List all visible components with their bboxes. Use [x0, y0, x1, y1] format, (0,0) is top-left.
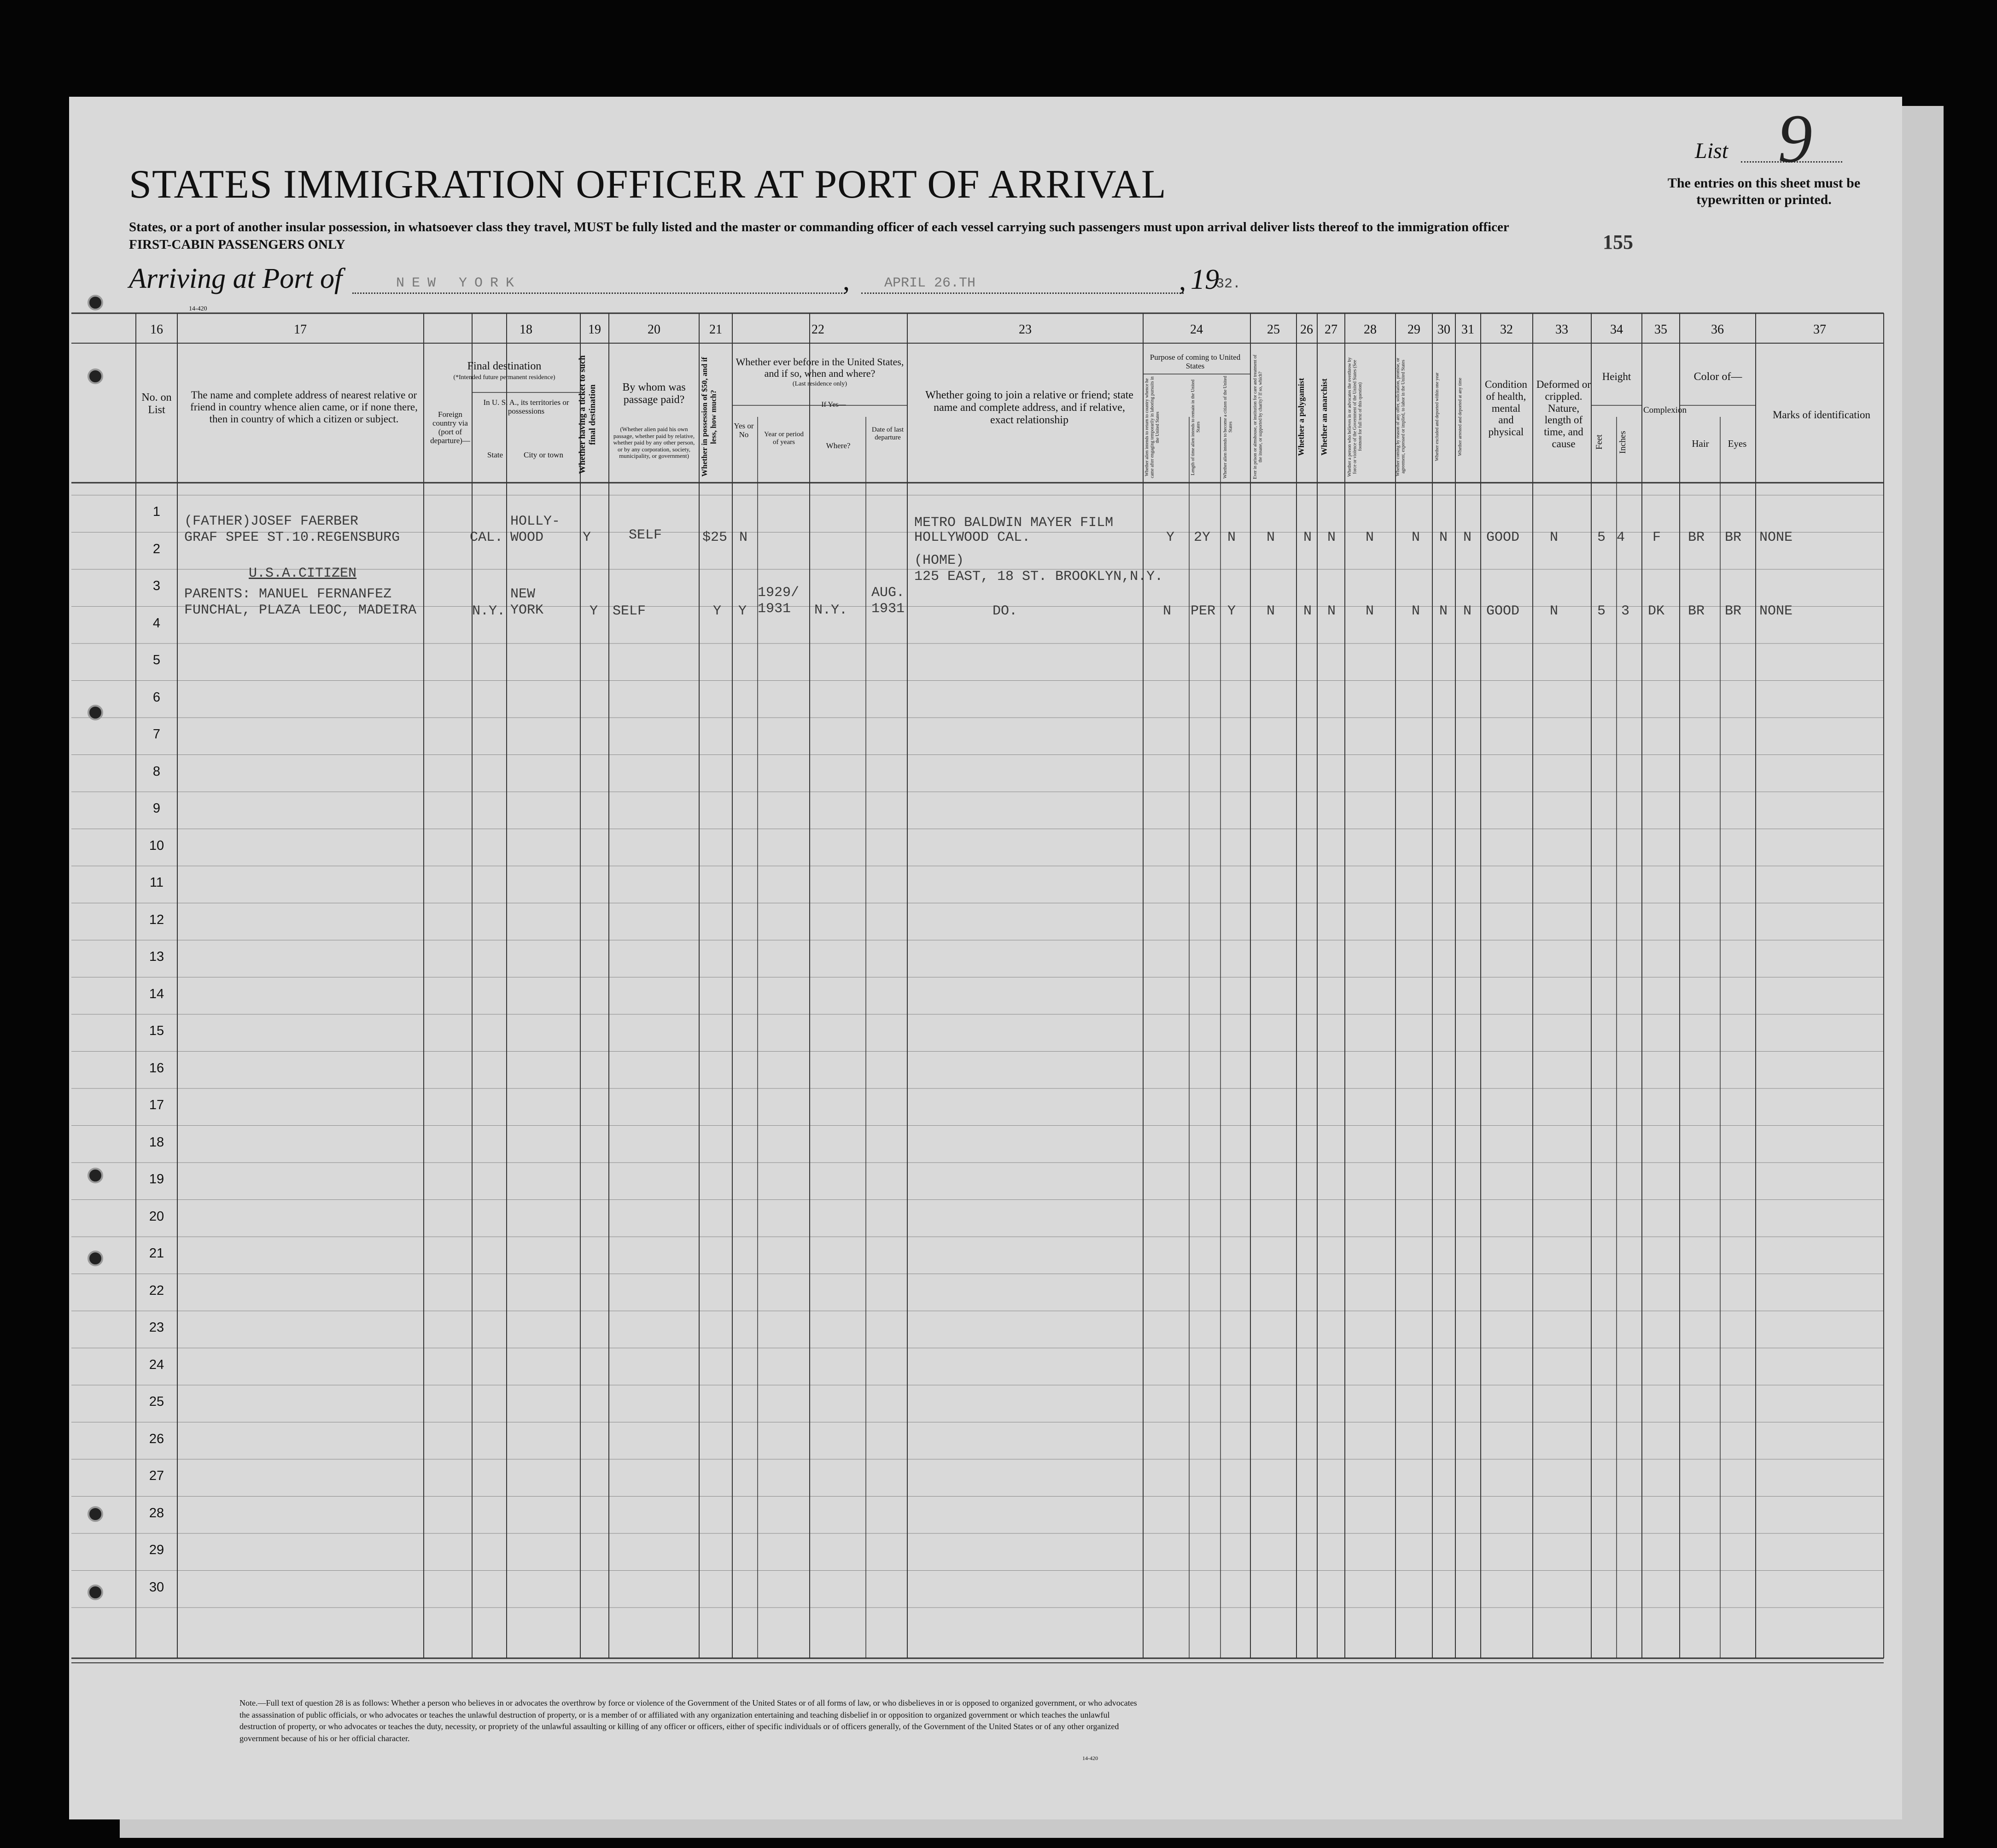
- r3-departure-line2: 1931: [871, 601, 905, 617]
- class-line: FIRST-CABIN PASSENGERS ONLY: [129, 237, 345, 252]
- column-number: 37: [1813, 322, 1826, 337]
- port-line: [352, 292, 845, 294]
- column-number: 19: [588, 322, 601, 337]
- date-line: [861, 292, 1184, 294]
- comma: ,: [1179, 265, 1186, 296]
- r3-q31: N: [1463, 603, 1472, 619]
- col37-header: Marks of identification: [1772, 409, 1871, 421]
- col16-header: No. on List: [141, 392, 172, 416]
- column-number: 18: [520, 322, 532, 337]
- column-number: 25: [1267, 322, 1280, 337]
- r1-hair: BR: [1688, 530, 1705, 545]
- r1-purpose-length: 2Y: [1194, 530, 1211, 545]
- col34-feet: Feet: [1594, 434, 1604, 450]
- col36-hair: Hair: [1692, 438, 1709, 449]
- r1-city-line2: WOOD: [510, 530, 544, 545]
- row-number: 24: [149, 1357, 164, 1372]
- r3-feet: 5: [1597, 603, 1606, 619]
- r3-q30: N: [1439, 603, 1448, 619]
- col35-header: Complexion: [1643, 405, 1687, 415]
- row-number: 13: [149, 949, 164, 964]
- r1-paid-by: SELF: [629, 527, 662, 543]
- r1-marks: NONE: [1759, 530, 1793, 545]
- row-number: 14: [149, 986, 164, 1001]
- col36-eyes: Eyes: [1728, 438, 1747, 449]
- r3-ticket: Y: [590, 603, 598, 619]
- column-number: 23: [1019, 322, 1032, 337]
- column-number: 33: [1555, 322, 1568, 337]
- r3-complexion: DK: [1648, 603, 1665, 619]
- col27-header: Whether an anarchist: [1320, 378, 1329, 456]
- r3-money: Y: [713, 603, 722, 619]
- r2-joining: (HOME): [914, 553, 964, 568]
- r3-prison: N: [1267, 603, 1275, 619]
- row-number: 8: [152, 764, 161, 779]
- column-number: 29: [1407, 322, 1420, 337]
- r1-ticket: Y: [583, 530, 591, 545]
- col22-date: Date of last departure: [871, 426, 904, 441]
- r1-feet: 5: [1597, 530, 1606, 545]
- row-number: 5: [152, 653, 161, 667]
- column-number: 36: [1711, 322, 1724, 337]
- r3-years-line1: 1929/: [758, 585, 800, 601]
- column-number: 31: [1461, 322, 1474, 337]
- stamp-number: 155: [1603, 231, 1633, 253]
- r1-relative-line1: (FATHER)JOSEF FAERBER: [184, 514, 359, 529]
- r1-joining-line2: HOLLYWOOD CAL.: [914, 530, 1031, 545]
- row-number: 27: [149, 1468, 164, 1483]
- col29-header: Whether coming by reason of any offer, solicitation, promise, or agreement, expressed or implied, to labor in the United States: [1396, 357, 1406, 476]
- r3-years-line2: 1931: [758, 601, 791, 617]
- r3-state: N.Y.: [472, 603, 506, 619]
- r3-q29: N: [1412, 603, 1420, 619]
- column-number: 16: [150, 322, 163, 337]
- r1-joining-line1: METRO BALDWIN MAYER FILM: [914, 515, 1114, 531]
- entries-note: The entries on this sheet must be typewritten or printed.: [1667, 175, 1861, 207]
- r1-before-us: N: [739, 530, 748, 545]
- col18-subheader: (*Intended future permanent residence): [453, 374, 555, 381]
- port-name: NEW YORK: [396, 275, 522, 291]
- list-label: List: [1695, 139, 1728, 163]
- r3-inches: 3: [1621, 603, 1630, 619]
- r1-purpose-citizen: N: [1227, 530, 1236, 545]
- col18-header: Final destination: [467, 360, 542, 372]
- row-number: 19: [149, 1172, 164, 1187]
- col25-header: Ever in prison or almshouse, or institution for care and treatment of the insane, or supported by charity? If so, which?: [1253, 355, 1263, 479]
- r1-state: CAL.: [470, 530, 503, 545]
- r1-health: GOOD: [1486, 530, 1520, 545]
- r3-departure-line1: AUG.: [871, 585, 905, 601]
- row-number: 18: [149, 1135, 164, 1150]
- col24c-header: Whether alien intends to become a citizen of the United States: [1223, 376, 1233, 479]
- col32-header: Condition of health, mental and physical: [1484, 379, 1527, 438]
- footnote: Note.—Full text of question 28 is as follows: Whether a person who believes in or advocates the overthrow by force or violence of the Government of the United States or of all forms of law, or who disbelieves in or is opposed to organized government, or who advocates the assassination of public officials, or who advocates or teaches the unlawful destruction of property, or is a member of or affiliated with any organization entertaining and teaching disbelief in or opposition to organized government or which teaches the unlawful destruction of property, or who advocates or teaches the duty, necessity, or propriety of the unlawful assaulting or killing of any officer or officers, either of specific individuals or of officers generally, of the Government of the United States or of any other organized government because of his or her official character.: [239, 1698, 1137, 1743]
- row-number: 23: [149, 1320, 164, 1335]
- instructions: States, or a port of another insular possession, in whatsoever class they travel, MUST be fully listed and the master or commanding officer of each vessel carrying such passengers must upon arrival deliver lists thereof to the immigration officer: [129, 220, 1509, 234]
- col30-header: Whether excluded and deported within one year: [1435, 372, 1440, 462]
- row-number: 1: [152, 504, 161, 519]
- column-number: 34: [1610, 322, 1623, 337]
- column-number: 22: [812, 322, 824, 337]
- col34-inches: Inches: [1618, 431, 1628, 454]
- r3-relative-line2: FUNCHAL, PLAZA LEOC, MADEIRA: [184, 602, 417, 618]
- column-number: 24: [1190, 322, 1203, 337]
- r3-anarchist: N: [1327, 603, 1336, 619]
- punch-hole: [88, 1251, 103, 1266]
- r3-joining-line1: 125 EAST, 18 ST. BROOKLYN,N.Y.: [914, 569, 1163, 585]
- row-number: 16: [149, 1060, 164, 1076]
- punch-hole: [88, 1168, 103, 1183]
- column-number: 27: [1325, 322, 1337, 337]
- r3-hair: BR: [1688, 603, 1705, 619]
- row-number: 6: [152, 690, 161, 705]
- col18-state: State: [487, 450, 503, 459]
- col20-subheader: (Whether alien paid his own passage, whether paid by relative, whether paid by any other person, or by any corporation, society, municipality, or government): [613, 426, 695, 460]
- col17-header: The name and complete address of nearest relative or friend in country whence alien came, or if none there, then in country of which a citizen or subject.: [190, 389, 418, 425]
- footnote-form-number: 14-420: [1082, 1755, 1098, 1761]
- r1-q31: N: [1463, 530, 1472, 545]
- r3-purpose-citizen: Y: [1227, 603, 1236, 619]
- column-number: 30: [1437, 322, 1450, 337]
- r3-q28: N: [1366, 603, 1374, 619]
- column-number: 32: [1500, 322, 1513, 337]
- row-number: 7: [152, 727, 161, 742]
- col22-year: Year or period of years: [764, 431, 804, 446]
- column-number: 35: [1654, 322, 1667, 337]
- arrival-date: APRIL 26.TH: [884, 275, 976, 291]
- col22-where: Where?: [826, 441, 851, 450]
- row-number: 28: [149, 1505, 164, 1521]
- col24a-header: Whether alien intends to return to country whence he came after engaging temporarily in laboring pursuits in the United States: [1144, 376, 1160, 478]
- punch-hole: [88, 368, 103, 384]
- punch-hole: [88, 295, 103, 310]
- r3-marks: NONE: [1759, 603, 1793, 619]
- form-title: STATES IMMIGRATION OFFICER AT PORT OF ARRIVAL: [129, 162, 1167, 207]
- r1-deformed: N: [1550, 530, 1559, 545]
- r1-money: $25: [702, 530, 728, 545]
- year-prefix: 19: [1191, 264, 1219, 295]
- col22-subheader: (Last residence only): [792, 380, 847, 387]
- row-number: 9: [152, 801, 161, 816]
- row-number: 15: [149, 1023, 164, 1038]
- row-number: 25: [149, 1394, 164, 1409]
- row-number: 3: [152, 579, 161, 593]
- r1-q28: N: [1366, 530, 1374, 545]
- col23-header: Whether going to join a relative or friend; state name and complete address, and if relative, exact relationship: [925, 389, 1133, 426]
- col36-header: Color of—: [1693, 371, 1742, 383]
- r1-anarchist: N: [1327, 530, 1336, 545]
- col19-header: Whether having a ticket to such final destination: [578, 355, 597, 474]
- row-number: 26: [149, 1431, 164, 1446]
- r1-relative-line2: GRAF SPEE ST.10.REGENSBURG: [184, 530, 400, 545]
- r3-where: N.Y.: [814, 602, 848, 618]
- r1-q29: N: [1412, 530, 1420, 545]
- col26-header: Whether a polygamist: [1296, 378, 1306, 456]
- row-number: 17: [149, 1098, 164, 1112]
- r1-polygamist: N: [1303, 530, 1312, 545]
- row-number: 20: [149, 1209, 164, 1224]
- comma: ,: [843, 265, 850, 296]
- r3-before-us: Y: [738, 603, 747, 619]
- col31-header: Whether arrested and deported at any time: [1458, 378, 1463, 456]
- column-number: 21: [709, 322, 722, 337]
- row-number: 10: [149, 838, 164, 853]
- col20-header: By whom was passage paid?: [622, 381, 686, 406]
- row-number: 12: [149, 912, 164, 927]
- row-number: 30: [149, 1579, 164, 1595]
- arriving-label: Arriving at Port of: [129, 263, 343, 294]
- punch-hole: [88, 1506, 103, 1522]
- col22-yesno: Yes or No: [734, 421, 754, 439]
- form-number: 14-420: [189, 305, 207, 312]
- r1-complexion: F: [1652, 530, 1661, 545]
- col24-header: Purpose of coming to United States: [1150, 353, 1241, 371]
- punch-hole: [88, 1585, 103, 1600]
- r3-polygamist: N: [1303, 603, 1312, 619]
- row-number: 4: [152, 615, 161, 631]
- r3-eyes: BR: [1725, 603, 1742, 619]
- col18-usa: In U. S. A., its territories or possessions: [483, 398, 569, 416]
- r3-relative-line1: PARENTS: MANUEL FERNANFEZ: [184, 586, 392, 602]
- row-number: 2: [152, 541, 161, 556]
- r1-purpose-return: Y: [1166, 530, 1175, 545]
- r3-paid-by: SELF: [613, 603, 646, 619]
- r3-health: GOOD: [1486, 603, 1520, 619]
- r3-city-line2: YORK: [510, 602, 544, 618]
- year-suffix: 32.: [1216, 276, 1241, 292]
- row-number: 22: [149, 1283, 164, 1298]
- row-number: 11: [149, 875, 164, 890]
- col21-header: Whether in possession of $50, and if less, how much?: [700, 357, 718, 477]
- r3-purpose-length: PER: [1191, 603, 1216, 619]
- r3-joining-line2: DO.: [993, 603, 1018, 619]
- col18-city: City or town: [524, 450, 563, 459]
- punch-hole: [88, 705, 103, 720]
- col22-header: Whether ever before in the United States, and if so, when and where?: [736, 356, 904, 379]
- r3-purpose-return: N: [1163, 603, 1172, 619]
- col22-ifyes: If Yes—: [821, 401, 846, 409]
- r1-q30: N: [1439, 530, 1448, 545]
- column-number: 28: [1364, 322, 1377, 337]
- r1-inches: 4: [1617, 530, 1625, 545]
- r3-city-line1: NEW: [510, 586, 536, 602]
- row-number: 29: [149, 1543, 164, 1557]
- column-number: 26: [1300, 322, 1313, 337]
- col24b-header: Length of time alien intends to remain in the United States: [1191, 379, 1201, 475]
- column-number: 17: [294, 322, 307, 337]
- list-number: 9: [1778, 100, 1812, 177]
- col34-header: Height: [1602, 371, 1631, 382]
- r1-eyes: BR: [1725, 530, 1742, 545]
- r3-deformed: N: [1550, 603, 1559, 619]
- r1-prison: N: [1267, 530, 1275, 545]
- r2-relative: U.S.A.CITIZEN: [249, 566, 357, 581]
- col18-foreign: Foreign country via (port of departure)—: [430, 410, 470, 445]
- col33-header: Deformed or crippled. Nature, length of time, and cause: [1536, 379, 1591, 450]
- r1-city-line1: HOLLY-: [510, 514, 561, 529]
- column-number: 20: [648, 322, 660, 337]
- col28-header: Whether a person who believes in or advocates the overthrow by force or violence of the Government of the United States (See footnote for full text of this question): [1347, 357, 1363, 477]
- row-number: 21: [149, 1246, 164, 1261]
